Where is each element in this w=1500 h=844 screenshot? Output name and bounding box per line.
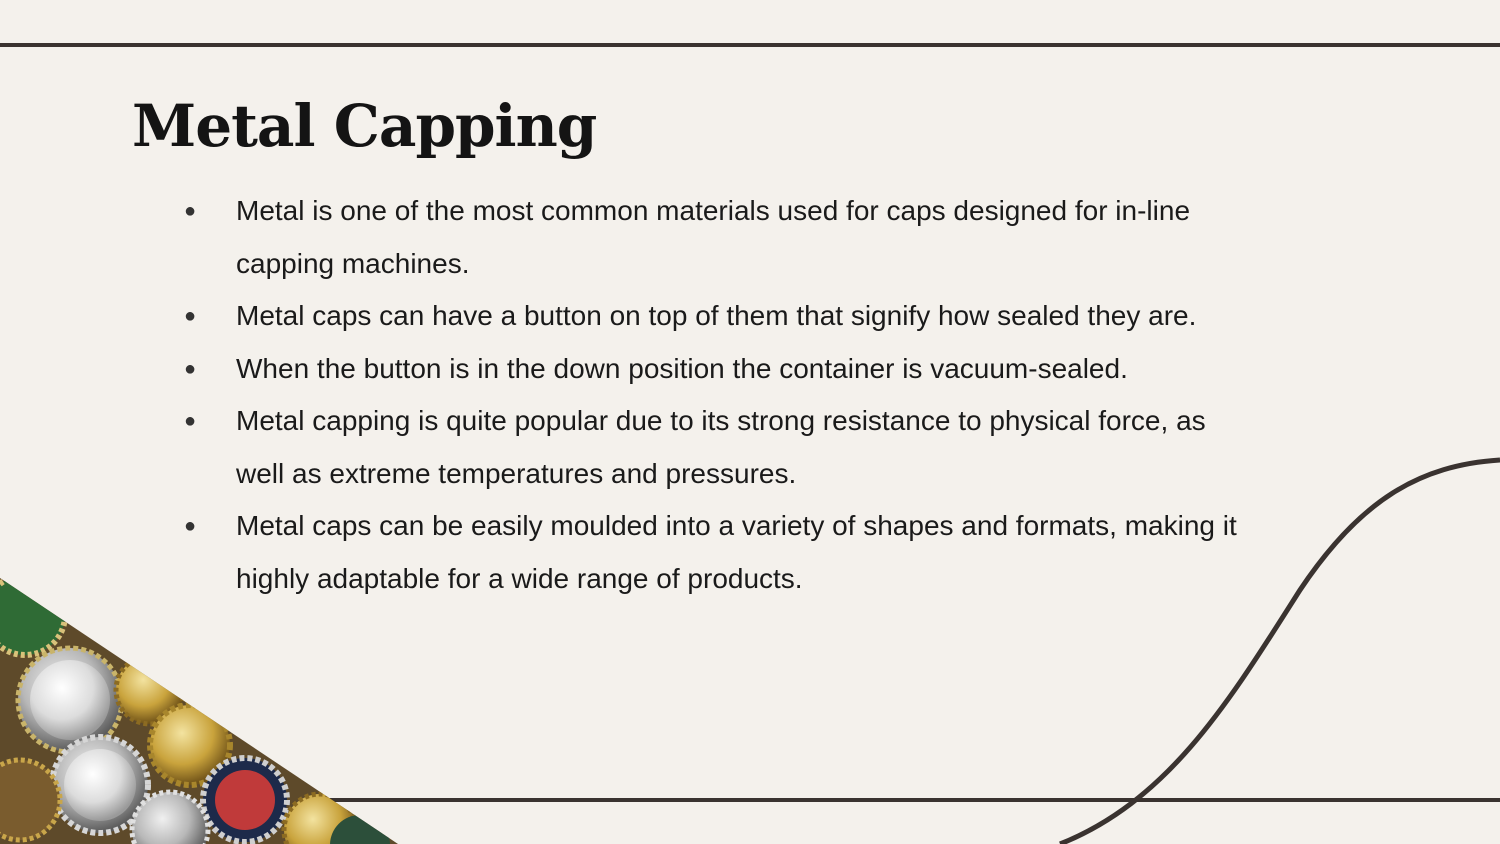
bottle-caps-photo (0, 570, 400, 844)
slide-title: Metal Capping (132, 92, 597, 160)
bullet-item (184, 185, 1246, 290)
bullet-item (184, 343, 1246, 396)
bullet-dot-icon: ● (184, 410, 197, 432)
bullet-item (184, 395, 1246, 500)
bullet-dot-icon: ● (184, 515, 197, 537)
bullet-item (184, 500, 1246, 605)
bullet-text: Metal is one of the most common materials used for caps designed for in-line capping machines. (236, 195, 1191, 279)
bullet-text: Metal caps can have a button on top of them that signify how sealed they are. (236, 300, 1197, 331)
bullet-dot-icon: ● (184, 357, 197, 380)
bullet-item (184, 290, 1246, 343)
bullet-dot-icon: ● (184, 305, 197, 327)
bullet-list (184, 185, 1246, 605)
bullet-text: Metal capping is quite popular due to its strong resistance to physical force, as well as extreme temperatures and pressures. (236, 405, 1206, 489)
bullet-text: Metal caps can be easily moulded into a variety of shapes and formats, making it highly adaptable for a wide range of products. (236, 510, 1237, 594)
bullet-text: When the button is in the down position the container is vacuum-sealed. (236, 352, 1128, 384)
bullet-dot-icon: ● (184, 200, 197, 222)
